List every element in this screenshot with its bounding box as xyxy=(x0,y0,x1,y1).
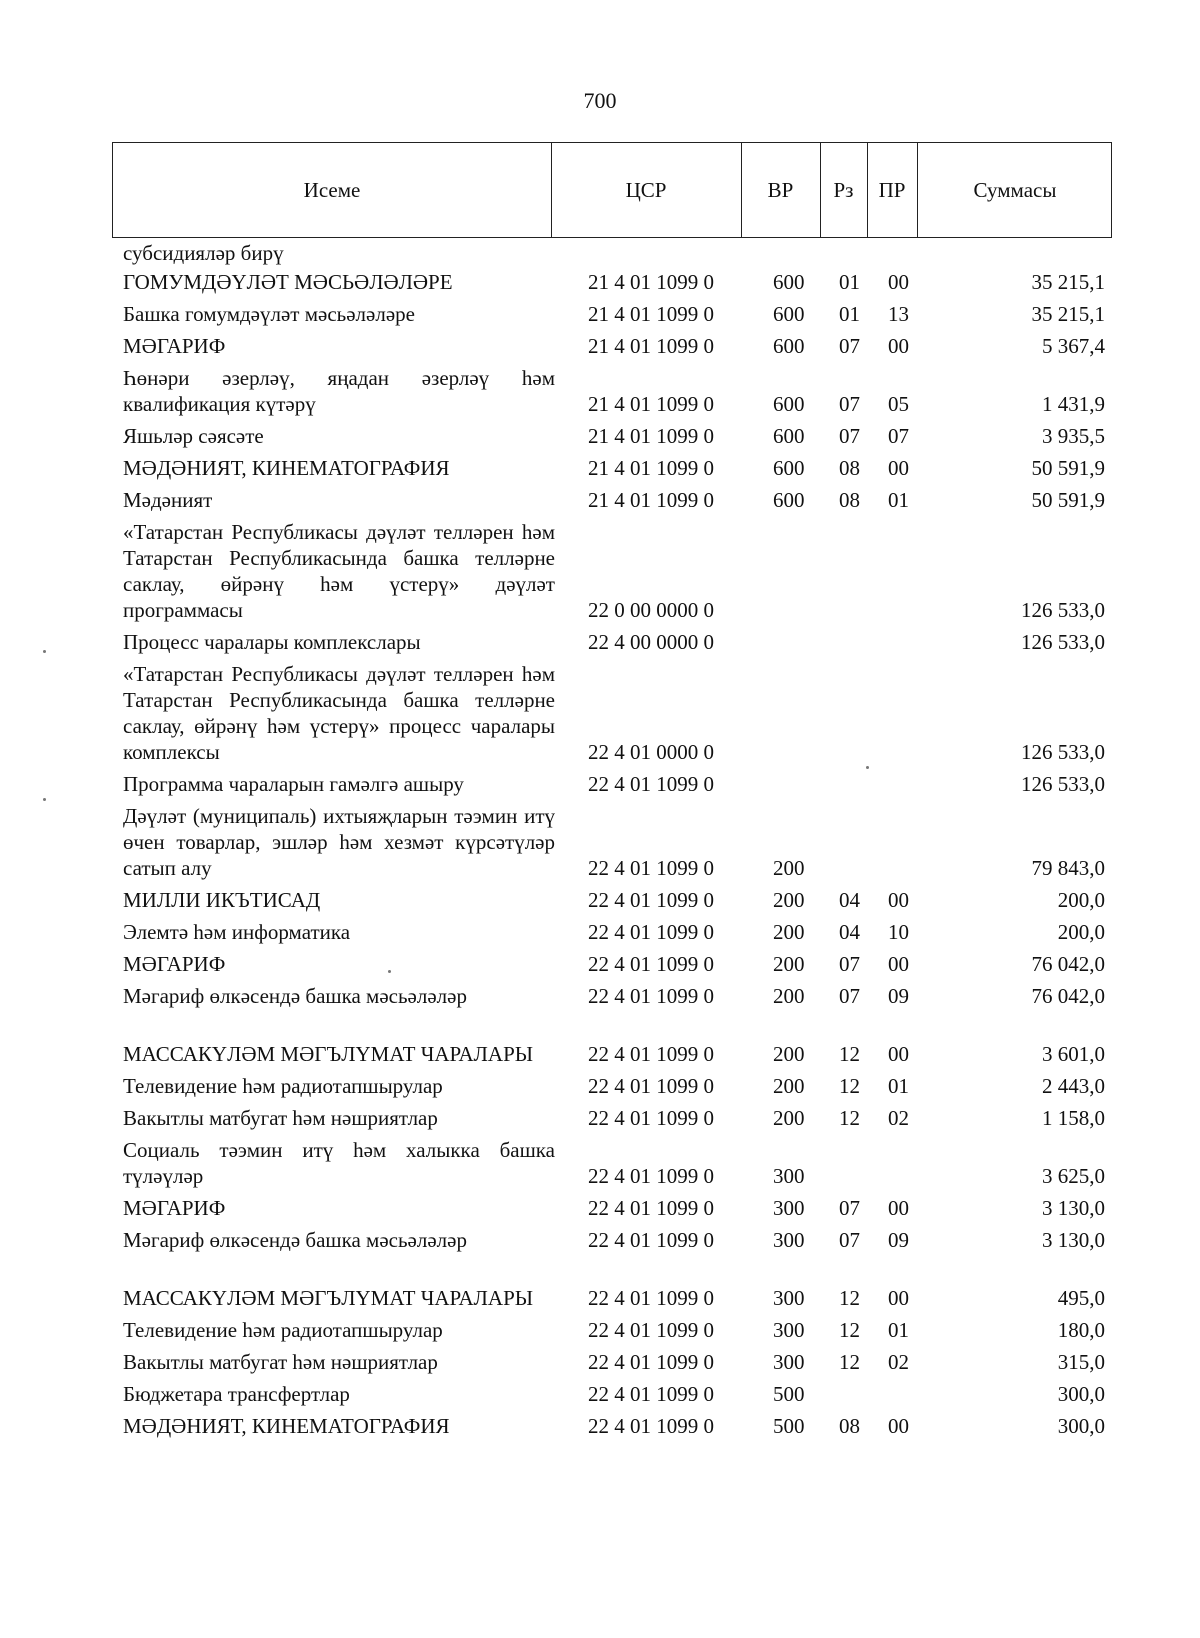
row-sum: 300,0 xyxy=(1057,1382,1105,1406)
row-vr: 300 xyxy=(773,1164,805,1188)
table-row xyxy=(0,516,1200,626)
row-name: МИЛЛИ ИКЪТИСАД xyxy=(123,888,321,912)
table-row xyxy=(0,240,1200,266)
row-vr: 600 xyxy=(773,302,805,326)
table-row xyxy=(0,768,1200,800)
row-rz: 01 xyxy=(839,270,860,294)
row-vr: 600 xyxy=(773,334,805,358)
row-csr: 22 4 01 1099 0 xyxy=(588,952,714,976)
table-row xyxy=(0,1346,1200,1378)
table-row xyxy=(0,298,1200,330)
table-row xyxy=(0,1378,1200,1410)
row-name: Бюджетара трансфертлар xyxy=(123,1382,350,1406)
row-sum: 3 935,5 xyxy=(1042,424,1105,448)
row-rz: 08 xyxy=(839,456,860,480)
row-csr: 22 4 01 1099 0 xyxy=(588,1042,714,1066)
row-rz: 07 xyxy=(839,984,860,1008)
row-csr: 22 4 01 1099 0 xyxy=(588,1382,714,1406)
table-row xyxy=(0,1224,1200,1256)
row-rz: 04 xyxy=(839,920,860,944)
table-row xyxy=(0,800,1200,884)
row-name: Вакытлы матбугат һәм нәшриятлар xyxy=(123,1350,438,1374)
row-csr: 22 0 00 0000 0 xyxy=(588,598,714,622)
row-rz: 08 xyxy=(839,488,860,512)
row-rz: 12 xyxy=(839,1074,860,1098)
scan-speck xyxy=(43,650,46,653)
row-csr: 21 4 01 1099 0 xyxy=(588,456,714,480)
row-pr: 02 xyxy=(888,1106,909,1130)
row-csr: 21 4 01 1099 0 xyxy=(588,334,714,358)
row-name: субсидияләр бирү xyxy=(123,241,284,265)
row-pr: 09 xyxy=(888,984,909,1008)
row-csr: 22 4 01 1099 0 xyxy=(588,1350,714,1374)
row-name: Яшьләр сәясәте xyxy=(123,424,264,448)
row-pr: 01 xyxy=(888,1318,909,1342)
table-body xyxy=(0,240,1200,1442)
row-csr: 22 4 01 1099 0 xyxy=(588,772,714,796)
header-rz: Рз xyxy=(833,177,854,202)
row-name: Һөнәри әзерләү, яңадан әзерләү һәм квалификация күтәрү xyxy=(123,366,555,416)
row-pr: 01 xyxy=(888,1074,909,1098)
row-pr: 13 xyxy=(888,302,909,326)
row-sum: 300,0 xyxy=(1057,1414,1105,1438)
table-row xyxy=(0,658,1200,768)
row-vr: 200 xyxy=(773,984,805,1008)
row-csr: 22 4 01 1099 0 xyxy=(588,1228,714,1252)
row-vr: 200 xyxy=(773,856,805,880)
row-rz: 07 xyxy=(839,1228,860,1252)
row-pr: 05 xyxy=(888,392,909,416)
row-csr: 21 4 01 1099 0 xyxy=(588,424,714,448)
row-csr: 22 4 01 1099 0 xyxy=(588,888,714,912)
row-rz: 07 xyxy=(839,424,860,448)
row-pr: 00 xyxy=(888,456,909,480)
row-csr: 22 4 01 1099 0 xyxy=(588,1414,714,1438)
row-sum: 1 431,9 xyxy=(1042,392,1105,416)
row-name: Процесс чаралары комплекслары xyxy=(123,630,421,654)
row-vr: 500 xyxy=(773,1414,805,1438)
row-name: Мәгариф өлкәсендә башка мәсьәләләр xyxy=(123,1228,467,1252)
table-row xyxy=(0,980,1200,1012)
row-name: Элемтә һәм информатика xyxy=(123,920,351,944)
row-pr: 00 xyxy=(888,888,909,912)
header-vr: ВР xyxy=(767,177,794,202)
table-row xyxy=(0,1192,1200,1224)
row-rz: 07 xyxy=(839,392,860,416)
table-row xyxy=(0,266,1200,298)
row-csr: 21 4 01 1099 0 xyxy=(588,488,714,512)
row-name: МӘГАРИФ xyxy=(123,1196,226,1220)
row-name: МӘГАРИФ xyxy=(123,334,226,358)
header-name: Исеме xyxy=(303,177,361,202)
row-vr: 600 xyxy=(773,424,805,448)
row-pr: 00 xyxy=(888,334,909,358)
row-rz: 12 xyxy=(839,1106,860,1130)
header-sum: Суммасы xyxy=(973,177,1057,202)
row-vr: 600 xyxy=(773,488,805,512)
row-csr: 22 4 01 1099 0 xyxy=(588,1106,714,1130)
row-vr: 300 xyxy=(773,1228,805,1252)
row-sum: 126 533,0 xyxy=(1021,630,1105,654)
row-csr: 22 4 01 1099 0 xyxy=(588,1074,714,1098)
table-row xyxy=(0,1134,1200,1192)
row-sum: 50 591,9 xyxy=(1031,488,1105,512)
row-sum: 79 843,0 xyxy=(1031,856,1105,880)
table-header xyxy=(112,142,1112,238)
row-sum: 1 158,0 xyxy=(1042,1106,1105,1130)
row-pr: 00 xyxy=(888,270,909,294)
row-sum: 3 625,0 xyxy=(1042,1164,1105,1188)
row-vr: 300 xyxy=(773,1318,805,1342)
table-row xyxy=(0,420,1200,452)
row-rz: 12 xyxy=(839,1318,860,1342)
scan-speck xyxy=(43,798,46,801)
row-name: Телевидение һәм радиотапшырулар xyxy=(123,1074,443,1098)
row-vr: 600 xyxy=(773,392,805,416)
row-vr: 300 xyxy=(773,1350,805,1374)
row-sum: 126 533,0 xyxy=(1021,740,1105,764)
table-row xyxy=(0,1012,1200,1070)
row-csr: 21 4 01 1099 0 xyxy=(588,270,714,294)
row-csr: 22 4 01 1099 0 xyxy=(588,1286,714,1310)
row-name: Вакытлы матбугат һәм нәшриятлар xyxy=(123,1106,438,1130)
row-sum: 126 533,0 xyxy=(1021,772,1105,796)
row-name: ГОМУМДӘҮЛӘТ МӘСЬӘЛӘЛӘРЕ xyxy=(123,270,453,294)
row-csr: 22 4 00 0000 0 xyxy=(588,630,714,654)
row-name: «Татарстан Республикасы дәүләт телләрен һәм Татарстан Республикасында башка телләрне саклау, өйрәнү һәм үстерү» дәүләт программасы xyxy=(123,520,555,622)
row-rz: 07 xyxy=(839,1196,860,1220)
row-name: Мәгариф өлкәсендә башка мәсьәләләр xyxy=(123,984,467,1008)
row-name: МАССАКҮЛӘМ МӘГЪЛҮМАТ ЧАРАЛАРЫ xyxy=(123,1286,534,1310)
row-vr: 200 xyxy=(773,952,805,976)
row-rz: 08 xyxy=(839,1414,860,1438)
row-name: Дәүләт (муниципаль) ихтыяҗларын тәэмин итү өчен товарлар, эшләр һәм хезмәт күрсәтүләр сатып алу xyxy=(123,804,555,880)
row-csr: 21 4 01 1099 0 xyxy=(588,392,714,416)
row-rz: 01 xyxy=(839,302,860,326)
row-pr: 09 xyxy=(888,1228,909,1252)
row-sum: 35 215,1 xyxy=(1031,302,1105,326)
row-sum: 35 215,1 xyxy=(1031,270,1105,294)
row-rz: 04 xyxy=(839,888,860,912)
row-csr: 22 4 01 1099 0 xyxy=(588,984,714,1008)
row-sum: 495,0 xyxy=(1057,1286,1105,1310)
row-vr: 300 xyxy=(773,1286,805,1310)
row-csr: 21 4 01 1099 0 xyxy=(588,302,714,326)
table-row xyxy=(0,884,1200,916)
row-pr: 00 xyxy=(888,1042,909,1066)
row-sum: 3 130,0 xyxy=(1042,1228,1105,1252)
row-sum: 200,0 xyxy=(1057,920,1105,944)
row-vr: 500 xyxy=(773,1382,805,1406)
row-name: Программа чараларын гамәлгә ашыру xyxy=(123,772,464,796)
row-csr: 22 4 01 1099 0 xyxy=(588,1318,714,1342)
row-csr: 22 4 01 0000 0 xyxy=(588,740,714,764)
row-sum: 3 130,0 xyxy=(1042,1196,1105,1220)
row-sum: 76 042,0 xyxy=(1031,984,1105,1008)
page-number: 700 xyxy=(583,88,617,113)
row-pr: 00 xyxy=(888,1286,909,1310)
table-row xyxy=(0,626,1200,658)
row-pr: 00 xyxy=(888,952,909,976)
row-vr: 200 xyxy=(773,1074,805,1098)
row-rz: 07 xyxy=(839,952,860,976)
row-vr: 200 xyxy=(773,920,805,944)
header-pr: ПР xyxy=(878,177,906,202)
row-name: МӘДӘНИЯТ, КИНЕМАТОГРАФИЯ xyxy=(123,1414,450,1438)
row-name: МӘДӘНИЯТ, КИНЕМАТОГРАФИЯ xyxy=(123,456,450,480)
row-name: МӘГАРИФ xyxy=(123,952,226,976)
row-sum: 180,0 xyxy=(1057,1318,1105,1342)
row-sum: 315,0 xyxy=(1057,1350,1105,1374)
row-sum: 200,0 xyxy=(1057,888,1105,912)
row-pr: 00 xyxy=(888,1414,909,1438)
table-row xyxy=(0,916,1200,948)
table-row xyxy=(0,1070,1200,1102)
row-sum: 76 042,0 xyxy=(1031,952,1105,976)
table-row xyxy=(0,1256,1200,1314)
table-row xyxy=(0,1314,1200,1346)
scan-speck xyxy=(866,766,869,769)
row-vr: 300 xyxy=(773,1196,805,1220)
row-pr: 07 xyxy=(888,424,909,448)
row-vr: 600 xyxy=(773,270,805,294)
row-rz: 12 xyxy=(839,1042,860,1066)
row-sum: 50 591,9 xyxy=(1031,456,1105,480)
row-rz: 07 xyxy=(839,334,860,358)
row-name: Социаль тәэмин итү һәм халыкка башка түләүләр xyxy=(123,1138,555,1188)
row-pr: 10 xyxy=(888,920,909,944)
row-sum: 2 443,0 xyxy=(1042,1074,1105,1098)
row-name: Башка гомумдәүләт мәсьәләләре xyxy=(123,302,415,326)
row-sum: 126 533,0 xyxy=(1021,598,1105,622)
row-name: «Татарстан Республикасы дәүләт телләрен һәм Татарстан Республикасында башка телләрне саклау, өйрәнү һәм үстерү» процесс чаралары комплексы xyxy=(123,662,555,764)
table-row xyxy=(0,452,1200,484)
row-vr: 200 xyxy=(773,1042,805,1066)
row-name: МАССАКҮЛӘМ МӘГЪЛҮМАТ ЧАРАЛАРЫ xyxy=(123,1042,534,1066)
scan-speck xyxy=(388,970,391,973)
row-name: Мәдәният xyxy=(123,488,213,512)
row-csr: 22 4 01 1099 0 xyxy=(588,1196,714,1220)
table-row xyxy=(0,948,1200,980)
row-vr: 200 xyxy=(773,888,805,912)
row-sum: 5 367,4 xyxy=(1042,334,1105,358)
row-rz: 12 xyxy=(839,1350,860,1374)
table-row xyxy=(0,330,1200,362)
table-row xyxy=(0,484,1200,516)
row-vr: 600 xyxy=(773,456,805,480)
row-pr: 00 xyxy=(888,1196,909,1220)
row-pr: 02 xyxy=(888,1350,909,1374)
table-row xyxy=(0,362,1200,420)
table-row xyxy=(0,1410,1200,1442)
header-csr: ЦСР xyxy=(625,177,667,202)
row-vr: 200 xyxy=(773,1106,805,1130)
row-csr: 22 4 01 1099 0 xyxy=(588,1164,714,1188)
row-csr: 22 4 01 1099 0 xyxy=(588,920,714,944)
row-name: Телевидение һәм радиотапшырулар xyxy=(123,1318,443,1342)
row-csr: 22 4 01 1099 0 xyxy=(588,856,714,880)
table-row xyxy=(0,1102,1200,1134)
row-pr: 01 xyxy=(888,488,909,512)
row-rz: 12 xyxy=(839,1286,860,1310)
row-sum: 3 601,0 xyxy=(1042,1042,1105,1066)
